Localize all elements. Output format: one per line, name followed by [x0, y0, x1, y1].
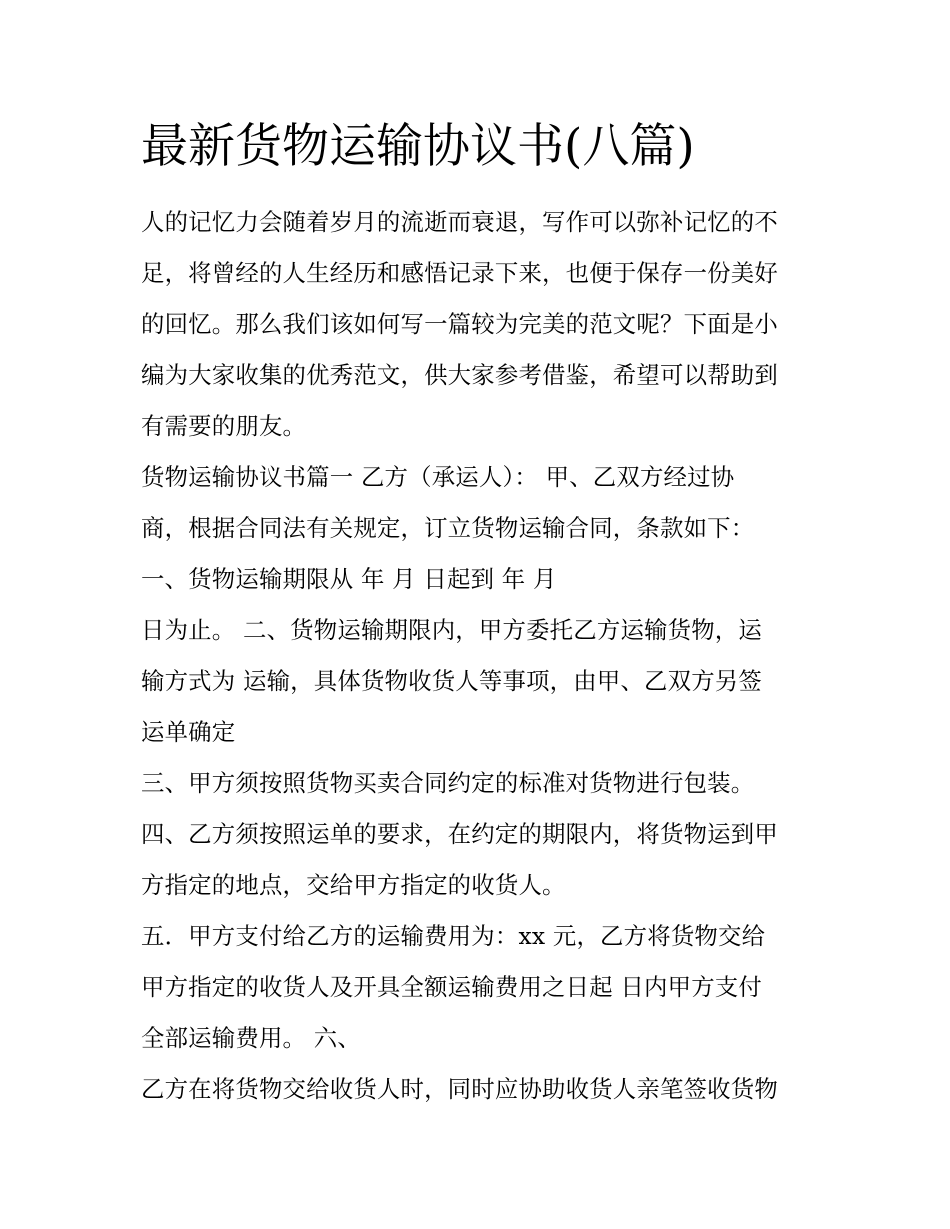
text-line: 一、货物运输期限从 年 月 日起到 年 月 [141, 565, 557, 593]
text-line: 货物运输协议书篇一 乙方（承运人）： 甲、乙双方经过协 [141, 463, 735, 491]
text-line: 人的记忆力会随着岁月的流逝而衰退，写作可以弥补记忆的不 [141, 208, 778, 236]
text-line: 运单确定 [141, 718, 236, 746]
text-line: 商，根据合同法有关规定，订立货物运输合同，条款如下： [141, 514, 755, 542]
text-line: 有需要的朋友。 [141, 412, 307, 440]
text-line: 四、乙方须按照运单的要求，在约定的期限内，将货物运到甲 [141, 820, 778, 848]
text-line: 五．甲方支付给乙方的运输费用为：xx 元，乙方将货物交给 [141, 922, 766, 950]
text-line: 三、甲方须按照货物买卖合同约定的标准对货物进行包装。 [141, 769, 755, 797]
text-line: 全部运输费用。 六、 [141, 1024, 361, 1052]
text-line: 甲方指定的收货人及开具全额运输费用之日起 日内甲方支付 [141, 973, 762, 1001]
text-line: 方指定的地点，交给甲方指定的收货人。 [141, 871, 566, 899]
text-line: 的回忆。那么我们该如何写一篇较为完美的范文呢？下面是小 [141, 310, 778, 338]
text-line: 编为大家收集的优秀范文，供大家参考借鉴，希望可以帮助到 [141, 361, 778, 389]
text-line: 乙方在将货物交给收货人时，同时应协助收货人亲笔签收货物 [141, 1075, 778, 1103]
text-line: 输方式为 运输，具体货物收货人等事项，由甲、乙双方另签 [141, 667, 762, 695]
text-line: 日为止。 二、货物运输期限内，甲方委托乙方运输货物，运 [141, 616, 762, 644]
document-title: 最新货物运输协议书(八篇) [141, 119, 695, 174]
text-line: 足，将曾经的人生经历和感悟记录下来，也便于保存一份美好 [141, 259, 778, 287]
